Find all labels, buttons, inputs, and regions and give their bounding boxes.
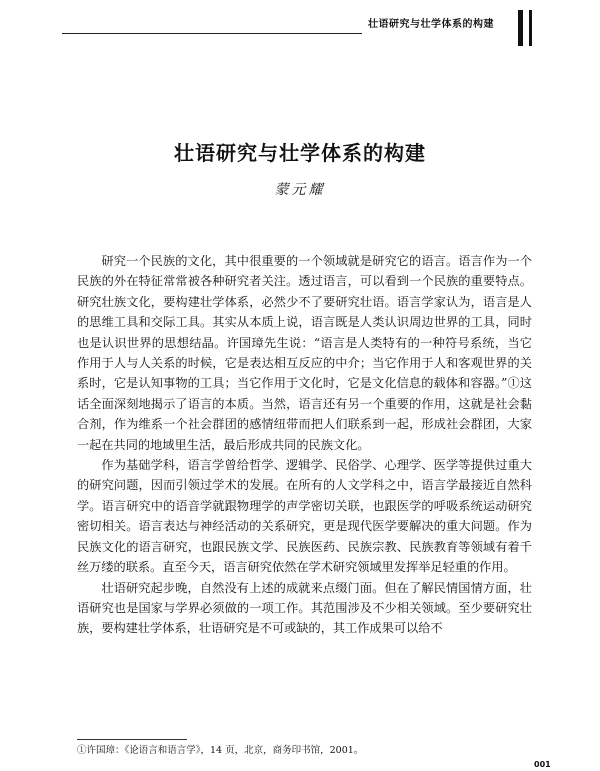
article-body xyxy=(77,251,532,639)
footnote: ①许国璋：《论语言和语言学》，14 页，北京，商务印书馆，2001。 xyxy=(77,745,364,756)
article-title: 壮语研究与壮学体系的构建 xyxy=(174,141,426,165)
header-thick-bar xyxy=(518,10,523,46)
body-paragraph: 作为基础学科，语言学曾给哲学、逻辑学、民俗学、心理学、医学等提供过重大的研究问题，因而引领过学术的发展。在所有的人文学科之中，语言学最接近自然科学。语言研究中的语音学就跟物理学的声学密切关联，也跟医学的呼吸系统运动研究密切相关。语言表达与神经活动的关系研究，更是现代医学要解决的重大问题。作为民族文化的语言研究，也跟民族文学、民族医药、民族宗教、民族教育等领域有着千丝万缕的联系。直至今天，语言研究依然在学术研究领域里发挥举足轻重的作用。 xyxy=(77,458,532,575)
header-rule-left xyxy=(62,33,244,34)
body-paragraph: 壮语研究起步晚，自然没有上述的成就来点缀门面。但在了解民情国情方面，壮语研究也是国家与学界必须做的一项工作。其范围涉及不少相关领域。至少要研究壮族，要构建壮学体系，壮语研究是不可或缺的，其工作成果可以给不 xyxy=(77,580,532,636)
article-author: 蒙元耀 xyxy=(274,182,326,198)
body-paragraph: 研究一个民族的文化，其中很重要的一个领域就是研究它的语言。语言作为一个民族的外在特征常常被各种研究者关注。透过语言，可以看到一个民族的重要特点。研究壮族文化，要构建壮学体系，必然少不了要研究壮语。语言学家认为，语言是人的思维工具和交际工具。其实从本质上说，语言既是人类认识周边世界的工具，同时也是认识世界的思想结晶。许国璋先生说：“语言是人类特有的一种符号系统，当它作用于人与人关系的时候，它是表达相互反应的中介；当它作用于人和客观世界的关系时，它是认知事物的工具；当它作用于文化时，它是文化信息的载体和容器。”①这话全面深刻地揭示了语言的本质。当然，语言还有另一个重要的作用，这就是社会黏合剂，作为维系一个社会群团的感情纽带而把人们联系到一起，形成社会群团，大家一起在共同的地域里生活，最后形成共同的民族文化。 xyxy=(77,254,532,452)
running-header-title: 壮语研究与壮学体系的构建 xyxy=(368,19,494,30)
page-number: 001 xyxy=(534,760,551,769)
header-thin-bar xyxy=(529,10,532,46)
header-rule-middle xyxy=(244,33,362,34)
footnote-rule xyxy=(77,739,187,740)
